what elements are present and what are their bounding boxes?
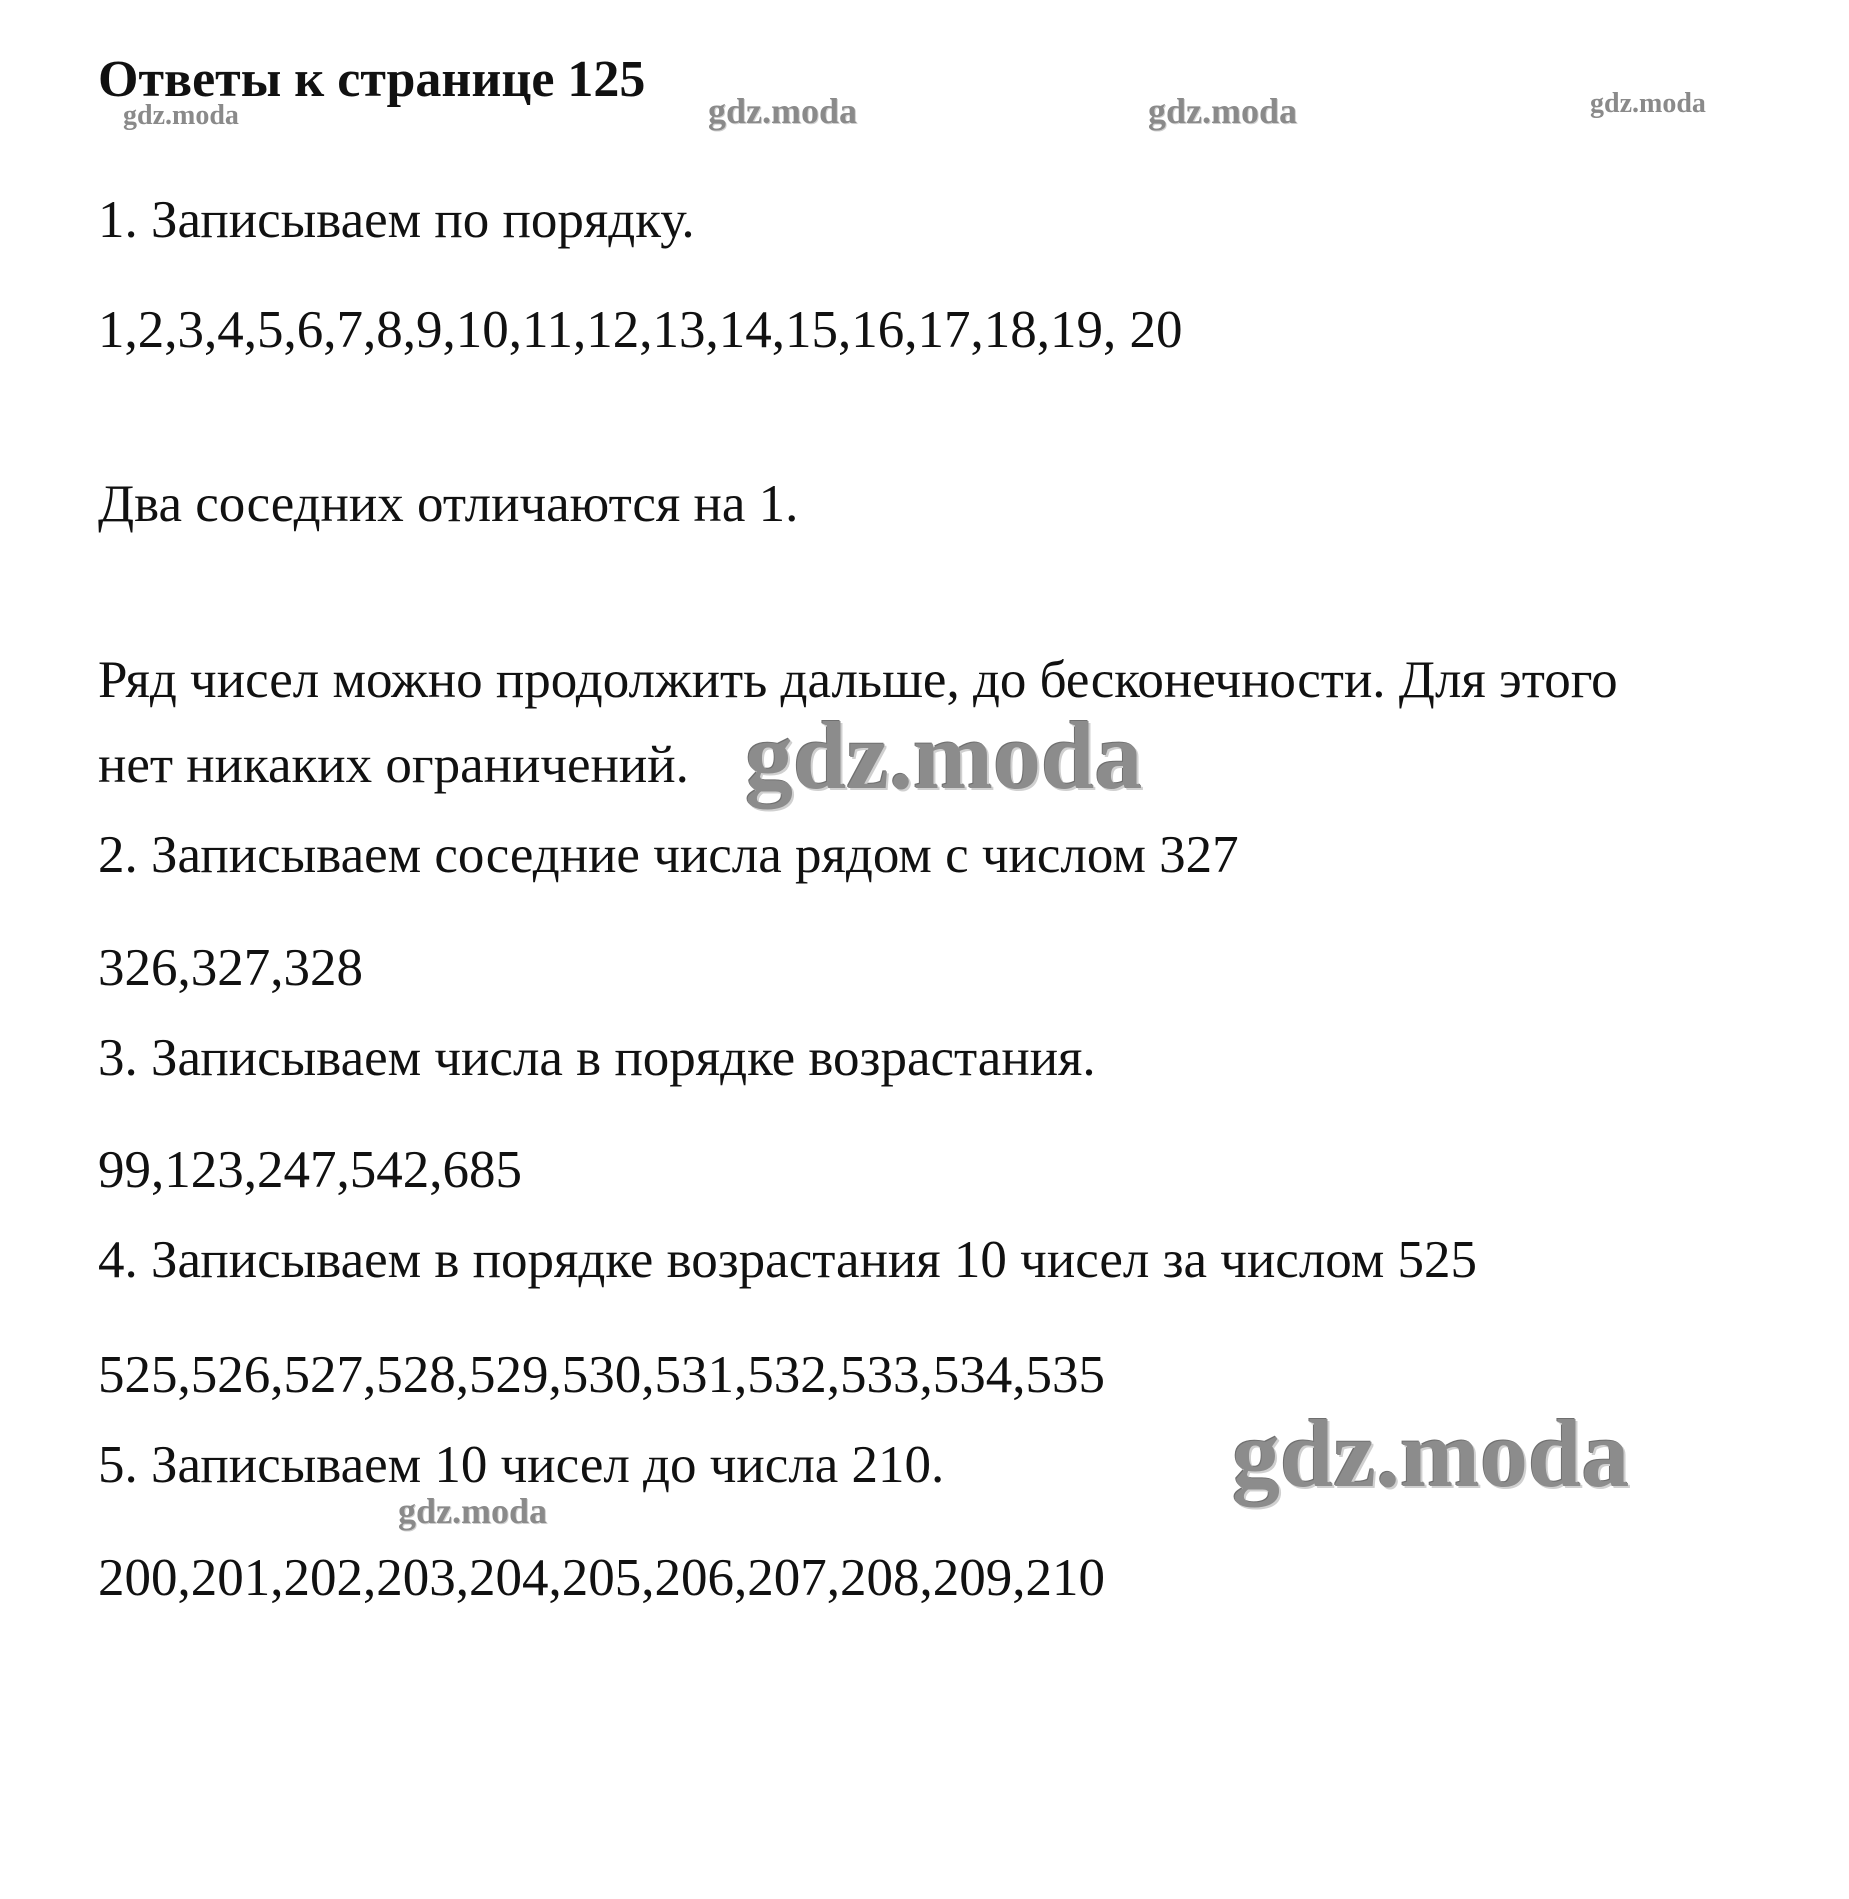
task-2-heading: 2. Записываем соседние числа рядом с числом 327 [98,826,1239,884]
watermark-logo: gdz.moda [123,100,239,131]
watermark-logo: gdz.moda [1232,1400,1630,1507]
task-4-heading: 4. Записываем в порядке возрастания 10 чисел за числом 525 [98,1231,1478,1289]
task-1-continuation-line-2: нет никаких ограничений. [98,736,689,794]
task-5-heading: 5. Записываем 10 чисел до числа 210. [98,1436,945,1494]
watermark-logo: gdz.moda [708,91,858,131]
task-1-continuation-line-1: Ряд чисел можно продолжить дальше, до бесконечности. Для этого [98,651,1618,709]
task-3-heading: 3. Записываем числа в порядке возрастания. [98,1029,1096,1087]
watermark-logo: gdz.moda [398,1491,548,1531]
task-1-note: Два соседних отличаются на 1. [98,475,799,533]
task-2-answer: 326,327,328 [98,939,363,997]
task-3-answer: 99,123,247,542,685 [98,1141,522,1199]
page-title: Ответы к странице 125 [98,51,646,108]
watermark-logo: gdz.moda [1148,91,1298,131]
watermark-logo: gdz.moda [745,702,1143,809]
task-4-answer: 525,526,527,528,529,530,531,532,533,534,535 [98,1346,1105,1404]
task-1-sequence: 1,2,3,4,5,6,7,8,9,10,11,12,13,14,15,16,17,18,19, 20 [98,301,1183,359]
task-1-heading: 1. Записываем по порядку. [98,191,695,249]
watermark-logo: gdz.moda [1590,88,1706,119]
task-5-answer: 200,201,202,203,204,205,206,207,208,209,210 [98,1549,1105,1607]
